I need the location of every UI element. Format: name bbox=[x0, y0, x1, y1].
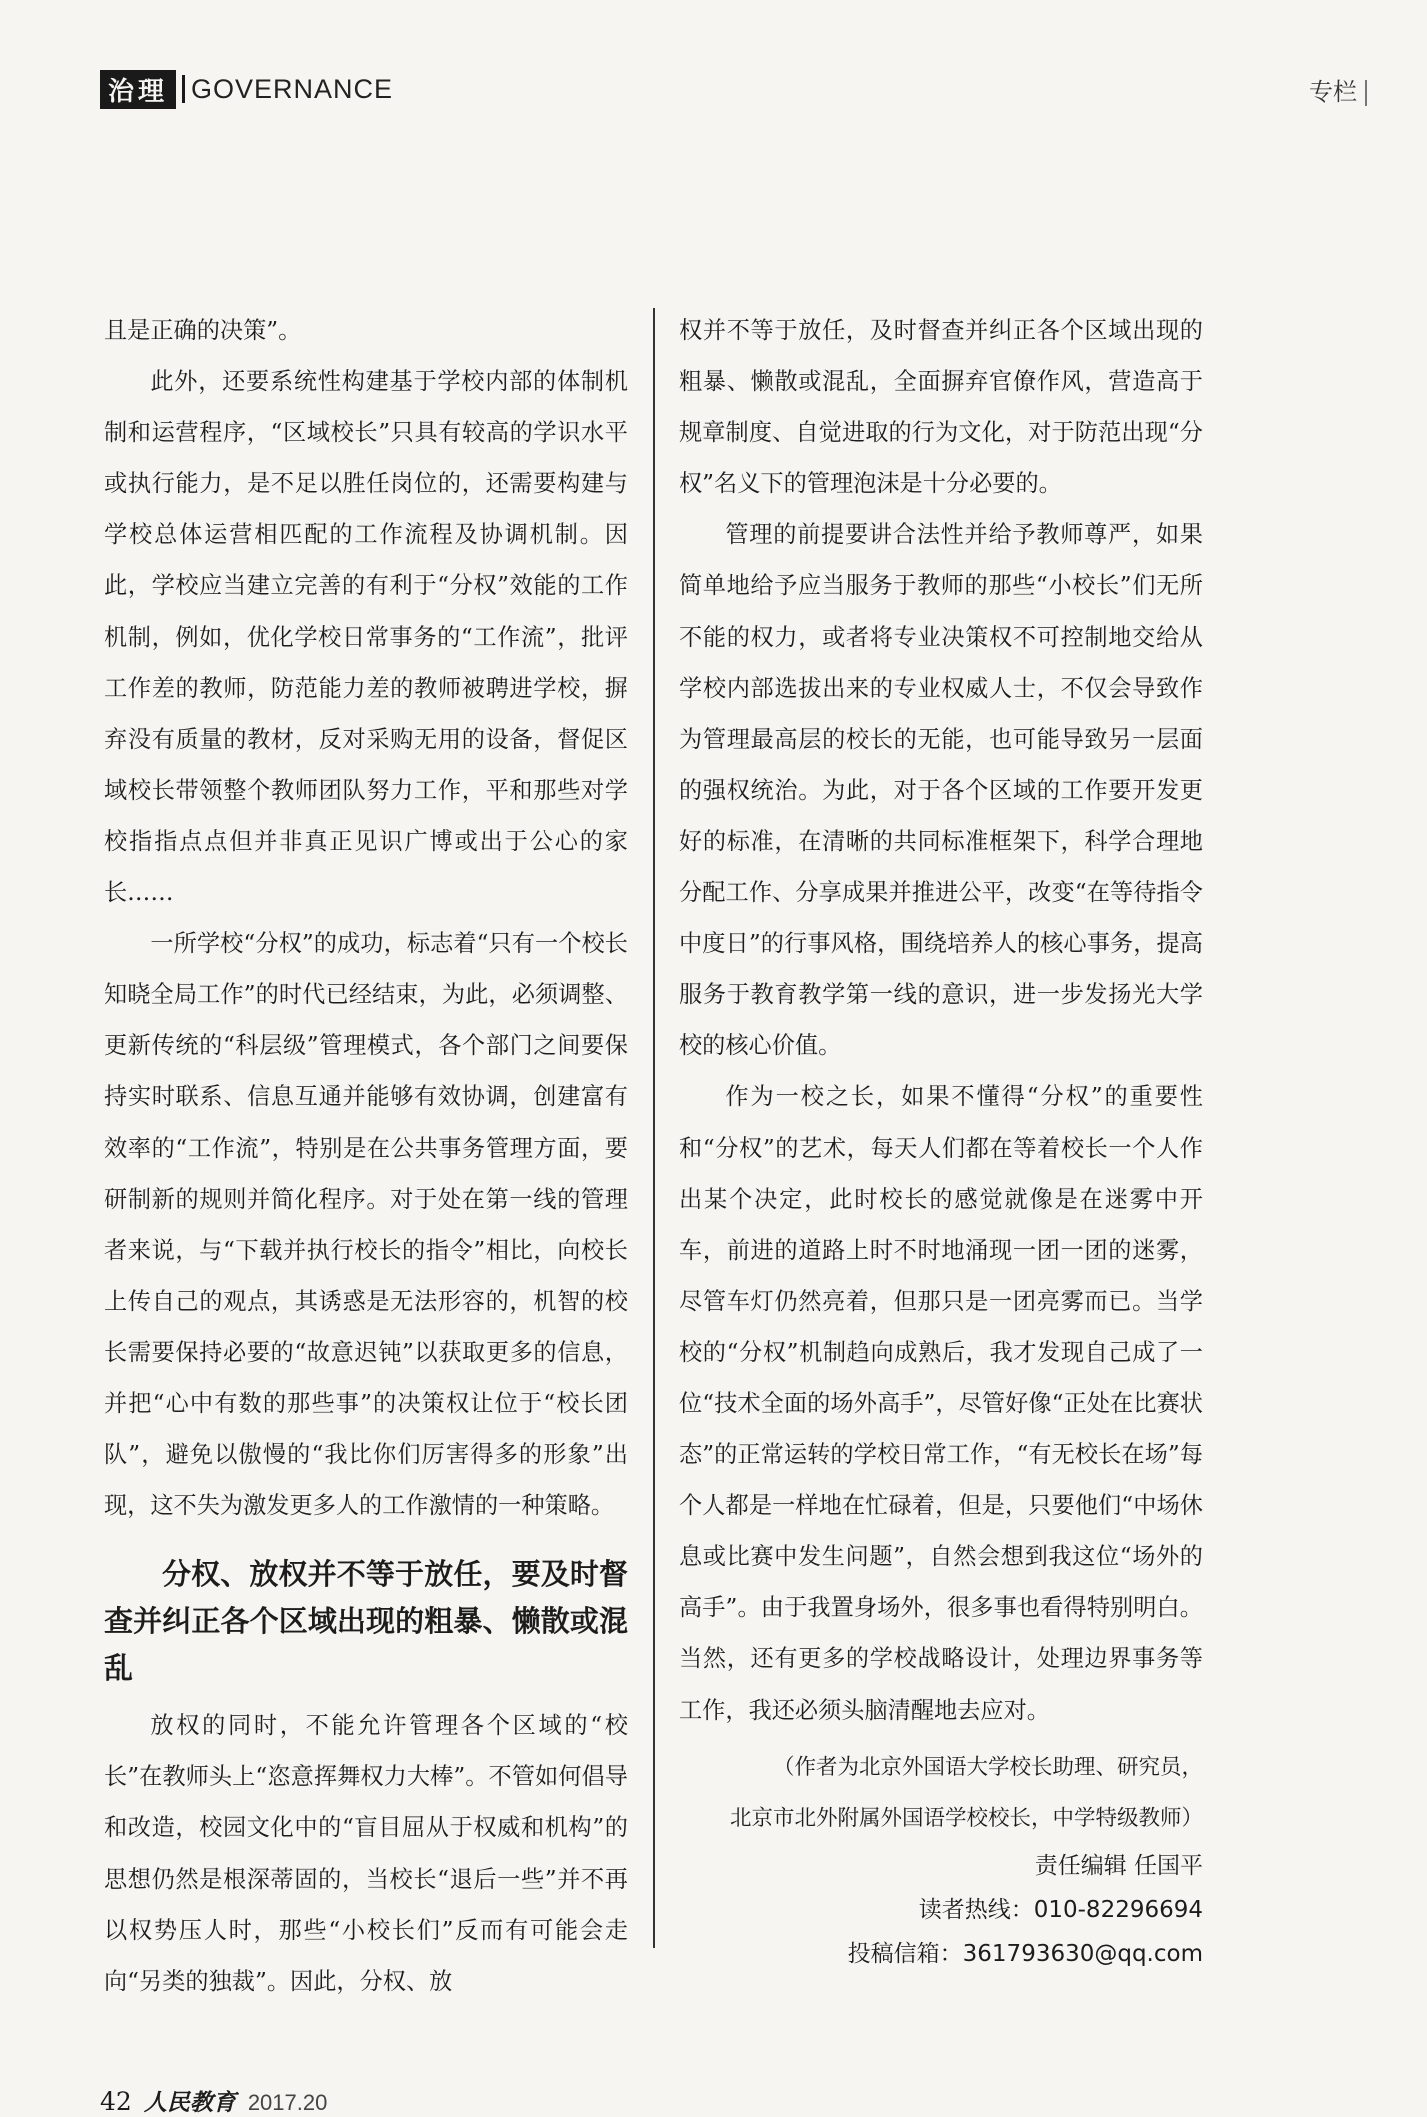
author-line: （作者为北京外国语大学校长助理、研究员， bbox=[772, 1754, 1203, 1780]
paragraph: 放权的同时，不能允许管理各个区域的“校长”在教师头上“恣意挥舞权力大棒”。不管如何倡导和改造，校园文化中的“盲目屈从于权威和机构”的思想仍然是根深蒂固的，当校长“退后一些”并不再以权势压人时，那些“小校长们”反而有可能会走向“另类的独裁”。因此，分权、放 bbox=[104, 1712, 628, 1995]
right-column bbox=[679, 305, 1203, 1976]
left-column bbox=[104, 305, 628, 2007]
section-tag-cn: 治理 bbox=[100, 70, 176, 109]
paragraph: 作为一校之长，如果不懂得“分权”的重要性和“分权”的艺术，每天人们都在等着校长一个人作出某个决定，此时校长的感觉就像是在迷雾中开车，前进的道路上时不时地涌现一团一团的迷雾，尽管车灯仍然亮着，但那只是一团亮雾而已。当学校的“分权”机制趋向成熟后，我才发现自己成了一位“技术全面的场外高手”，尽管好像“正处在比赛状态”的正常运转的学校日常工作，“有无校长在场”每个人都是一样地在忙碌着，但是，只要他们“中场休息或比赛中发生问题”，自然会想到我这位“场外的高手”。由于我置身场外，很多事也看得特别明白。当然，还有更多的学校战略设计，处理边界事务等工作，我还必须头脑清醒地去应对。 bbox=[679, 1083, 1203, 1724]
section-tag-en: GOVERNANCE bbox=[191, 73, 394, 104]
section-tag bbox=[100, 70, 393, 108]
paragraph: 权并不等于放任，及时督查并纠正各个区域出现的粗暴、懒散或混乱，全面摒弃官僚作风，营造高于规章制度、自觉进取的行为文化，对于防范出现“分权”名义下的管理泡沫是十分必要的。 bbox=[679, 317, 1203, 498]
magazine-name: 人民教育 bbox=[143, 2089, 236, 2116]
page-number: 42 bbox=[100, 2087, 132, 2116]
page-footer bbox=[100, 2084, 327, 2117]
author-line: 北京市北外附属外国语学校校长，中学特级教师） bbox=[729, 1805, 1203, 1831]
author-note bbox=[679, 1742, 1203, 1844]
paragraph: 管理的前提要讲合法性并给予教师尊严，如果简单地给予应当服务于教师的那些“小校长”们无所不能的权力，或者将专业决策权不可控制地交给从学校内部选拔出来的专业权威人士，不仅会导致作为管理最高层的校长的无能，也可能导致另一层面的强权统治。为此，对于各个区域的工作要开发更好的标准，在清晰的共同标准框架下，科学合理地分配工作、分享成果并推进公平，改变“在等待指令中度日”的行事风格，围绕培养人的核心事务，提高服务于教育教学第一线的意识，进一步发扬光大学校的核心价值。 bbox=[679, 521, 1203, 1060]
paragraph: 此外，还要系统性构建基于学校内部的体制机制和运营程序，“区域校长”只具有较高的学识水平或执行能力，是不足以胜任岗位的，还需要构建与学校总体运营相匹配的工作流程及协调机制。因此，学校应当建立完善的有利于“分权”效能的工作机制，例如，优化学校日常事务的“工作流”，批评工作差的教师，防范能力差的教师被聘进学校，摒弃没有质量的教材，反对采购无用的设备，督促区域校长带领整个教师团队努力工作，平和那些对学校指指点点但并非真正见识广博或出于公心的家长…… bbox=[104, 368, 628, 907]
paragraph: 一所学校“分权”的成功，标志着“只有一个校长知晓全局工作”的时代已经结束，为此，必须调整、更新传统的“科层级”管理模式，各个部门之间要保持实时联系、信息互通并能够有效协调，创建富有效率的“工作流”，特别是在公共事务管理方面，要研制新的规则并简化程序。对于处在第一线的管理者来说，与“下载并执行校长的指令”相比，向校长上传自己的观点，其诱惑是无法形容的，机智的校长需要保持必要的“故意迟钝”以获取更多的信息，并把“心中有数的那些事”的决策权让位于“校长团队”，避免以傲慢的“我比你们厉害得多的形象”出现，这不失为激发更多人的工作激情的一种策略。 bbox=[104, 930, 628, 1520]
section-heading: 分权、放权并不等于放任，要及时督查并纠正各个区域出现的粗暴、懒散或混乱 bbox=[104, 1557, 628, 1686]
paragraph: 且是正确的决策”。 bbox=[104, 317, 302, 344]
column-divider bbox=[653, 308, 655, 1948]
reader-hotline: 读者热线：010-82296694 bbox=[918, 1896, 1203, 1923]
submission-email: 投稿信箱：361793630@qq.com bbox=[847, 1940, 1203, 1967]
column-label: 专栏 bbox=[1309, 72, 1367, 107]
responsible-editor: 责任编辑 任国平 bbox=[1034, 1852, 1203, 1879]
issue-number: 2017.20 bbox=[247, 2090, 328, 2115]
section-tag-divider bbox=[182, 75, 185, 103]
